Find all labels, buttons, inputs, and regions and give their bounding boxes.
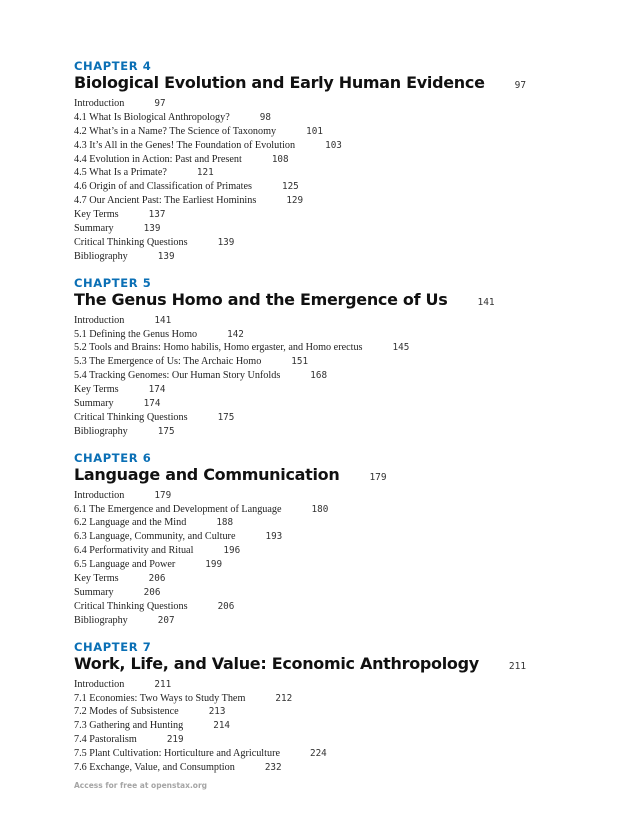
chapter-label: CHAPTER 4: [74, 59, 152, 73]
toc-entry[interactable]: [74, 719, 594, 733]
toc-entry-label: 7.1 Economies: Two Ways to Study Them: [74, 692, 246, 704]
toc-entry-page: 129: [286, 195, 304, 207]
toc-entry-label: Summary: [74, 398, 114, 410]
toc-entry[interactable]: [74, 139, 594, 153]
toc-entry-label: 4.2 What’s in a Name? The Science of Taxonomy: [74, 125, 277, 137]
toc-entry-page: 179: [154, 489, 172, 501]
toc-entry[interactable]: [74, 328, 594, 342]
toc-entry[interactable]: [74, 341, 594, 355]
toc-entry-label: 4.5 What Is a Primate?: [74, 167, 167, 179]
toc-entry-page: 213: [208, 706, 226, 718]
toc-entry-label: 6.1 The Emergence and Development of Language: [74, 503, 282, 515]
chapter-title: The Genus Homo and the Emergence of Us: [74, 289, 448, 309]
chapter-title-row[interactable]: [74, 654, 594, 677]
toc-entry-page: 101: [306, 125, 323, 137]
toc-entry[interactable]: [74, 516, 594, 530]
toc-entry-label: Key Terms: [74, 573, 119, 585]
toc-entry-label: 7.4 Pastoralism: [74, 734, 137, 746]
toc-entry-label: 6.3 Language, Community, and Culture: [74, 531, 236, 543]
chapter-section: [74, 641, 594, 775]
toc-entry-page: 224: [309, 748, 327, 760]
toc-entry-label: 6.5 Language and Power: [74, 559, 176, 571]
toc-entry-page: 175: [157, 425, 175, 437]
toc-entry-page: 214: [213, 720, 231, 732]
toc-entry-page: 108: [271, 153, 289, 165]
toc-entry[interactable]: [74, 692, 594, 706]
toc-entry-page: 139: [217, 236, 235, 248]
toc-entry-page: 175: [217, 411, 235, 423]
toc-entry-label: 4.4 Evolution in Action: Past and Present: [74, 153, 242, 165]
chapter-page-number: 141: [477, 296, 495, 308]
toc-entry[interactable]: [74, 761, 594, 775]
toc-entry-label: Introduction: [74, 678, 125, 690]
toc-entry-page: 232: [264, 761, 282, 773]
toc-entry[interactable]: [74, 600, 594, 614]
toc-entry-label: 4.6 Origin of and Classification of Primates: [74, 181, 252, 193]
toc-entry-page: 196: [223, 545, 241, 557]
toc-entry[interactable]: [74, 314, 594, 328]
toc-entry-label: Critical Thinking Questions: [74, 411, 188, 423]
toc-entry-page: 141: [154, 314, 172, 326]
toc-entry-page: 97: [154, 98, 166, 109]
toc-entry-label: 7.2 Modes of Subsistence: [74, 706, 179, 718]
toc-entry[interactable]: [74, 503, 594, 517]
toc-entry[interactable]: [74, 125, 594, 139]
toc-entry[interactable]: [74, 153, 594, 167]
toc-entry-label: 5.1 Defining the Genus Homo: [74, 328, 198, 340]
toc-entry-label: 5.4 Tracking Genomes: Our Human Story Unfolds: [74, 370, 281, 382]
toc-entry-page: 151: [291, 356, 309, 368]
toc-entry-label: Bibliography: [74, 425, 128, 437]
toc-entry[interactable]: [74, 369, 594, 383]
toc-entry-label: Introduction: [74, 98, 125, 109]
toc-entry-page: 174: [143, 398, 161, 410]
chapter-page-number: 211: [508, 660, 527, 672]
toc-entry[interactable]: [74, 97, 594, 111]
toc-entry-label: 6.4 Performativity and Ritual: [74, 545, 194, 557]
chapter-page-number: 179: [369, 471, 387, 483]
toc-entry-page: 174: [148, 384, 166, 396]
chapter-section: [74, 277, 594, 439]
toc-entry-page: 206: [217, 600, 235, 612]
toc-entry[interactable]: [74, 489, 594, 503]
chapter-title-row[interactable]: [74, 73, 594, 96]
toc-entry[interactable]: [74, 572, 594, 586]
toc-entry-page: 206: [148, 573, 166, 585]
toc-entry[interactable]: [74, 544, 594, 558]
toc-entry-label: 6.2 Language and the Mind: [74, 517, 187, 529]
toc-entry[interactable]: [74, 733, 594, 747]
toc-entry-label: Key Terms: [74, 384, 119, 396]
toc-entry[interactable]: [74, 208, 594, 222]
page-footer: Access for free at openstax.org: [74, 781, 208, 790]
toc-entry[interactable]: [74, 180, 594, 194]
chapter-section: [74, 60, 594, 264]
chapter-title: Biological Evolution and Early Human Evidence: [74, 73, 485, 92]
toc-entry[interactable]: [74, 705, 594, 719]
toc-entry[interactable]: [74, 614, 594, 628]
toc-entry-label: Bibliography: [74, 614, 128, 626]
chapter-title: Work, Life, and Value: Economic Anthropology: [74, 653, 479, 673]
toc-entry[interactable]: [74, 678, 594, 692]
toc-entry-page: 188: [216, 517, 234, 529]
toc-entry-label: Summary: [74, 586, 114, 598]
toc-entry-label: 4.3 It’s All in the Genes! The Foundation of Evolution: [74, 139, 296, 151]
toc-entry-page: 219: [166, 734, 184, 746]
toc-entry[interactable]: [74, 411, 594, 425]
toc-entry[interactable]: [74, 397, 594, 411]
chapter-title: Language and Communication: [74, 464, 340, 484]
toc-entry-label: 7.5 Plant Cultivation: Horticulture and Agriculture: [74, 748, 280, 760]
toc-entry-page: 211: [154, 678, 172, 690]
chapter-title-row[interactable]: [74, 465, 594, 488]
chapter-section: [74, 452, 594, 628]
toc-entry[interactable]: [74, 425, 594, 439]
toc-entry[interactable]: [74, 383, 594, 397]
toc-entry[interactable]: [74, 194, 594, 208]
toc-entry-page: 168: [310, 370, 328, 382]
toc-entry-label: Critical Thinking Questions: [74, 600, 188, 612]
toc-entry-page: 193: [265, 531, 283, 543]
toc-entry-page: 98: [259, 111, 271, 123]
toc-entry-page: 139: [143, 223, 161, 235]
toc-entry[interactable]: [74, 250, 594, 264]
toc-entry-page: 207: [157, 614, 175, 626]
toc-entry-label: 4.1 What Is Biological Anthropology?: [74, 111, 230, 123]
toc-entry-page: 103: [325, 139, 342, 151]
toc-entry-label: Summary: [74, 223, 114, 235]
toc-entry[interactable]: [74, 558, 594, 572]
toc-entry-label: Introduction: [74, 489, 125, 501]
toc-entry-label: 5.3 The Emergence of Us: The Archaic Homo: [74, 356, 262, 368]
toc-entry-page: 212: [275, 692, 293, 704]
toc-entry-label: Key Terms: [74, 209, 119, 221]
toc-entry-label: 7.6 Exchange, Value, and Consumption: [74, 761, 235, 773]
toc-entry-page: 206: [143, 586, 161, 598]
toc-entry[interactable]: [74, 236, 594, 250]
chapter-page-number: 97: [514, 80, 527, 91]
toc-entry-page: 199: [205, 559, 223, 571]
toc-entry-label: Bibliography: [74, 250, 128, 262]
toc-entry-label: 4.7 Our Ancient Past: The Earliest Hominins: [74, 195, 257, 207]
toc-entry-page: 142: [227, 328, 244, 340]
toc-entry-page: 121: [196, 167, 214, 179]
toc-entry[interactable]: [74, 111, 594, 125]
toc-entry-page: 145: [392, 342, 410, 354]
toc-entry-label: Introduction: [74, 314, 125, 326]
toc-entry[interactable]: [74, 166, 594, 180]
toc-entry[interactable]: [74, 747, 594, 761]
chapter-label: CHAPTER 7: [74, 639, 152, 654]
toc-entry[interactable]: [74, 586, 594, 600]
toc-entry-label: Critical Thinking Questions: [74, 236, 188, 248]
toc-entry[interactable]: [74, 355, 594, 369]
table-of-contents: [74, 60, 594, 788]
toc-entry-label: 7.3 Gathering and Hunting: [74, 720, 184, 732]
toc-entry[interactable]: [74, 222, 594, 236]
toc-entry-page: 125: [281, 181, 299, 193]
toc-entry-label: 5.2 Tools and Brains: Homo habilis, Homo ergaster, and Homo erectus: [74, 342, 363, 354]
toc-entry-page: 139: [157, 250, 175, 262]
toc-entry-page: 137: [148, 209, 166, 221]
chapter-title-row[interactable]: [74, 290, 594, 313]
chapter-label: CHAPTER 5: [74, 275, 152, 290]
chapter-label: CHAPTER 6: [74, 450, 152, 465]
toc-entry-page: 180: [311, 503, 329, 515]
toc-entry[interactable]: [74, 530, 594, 544]
